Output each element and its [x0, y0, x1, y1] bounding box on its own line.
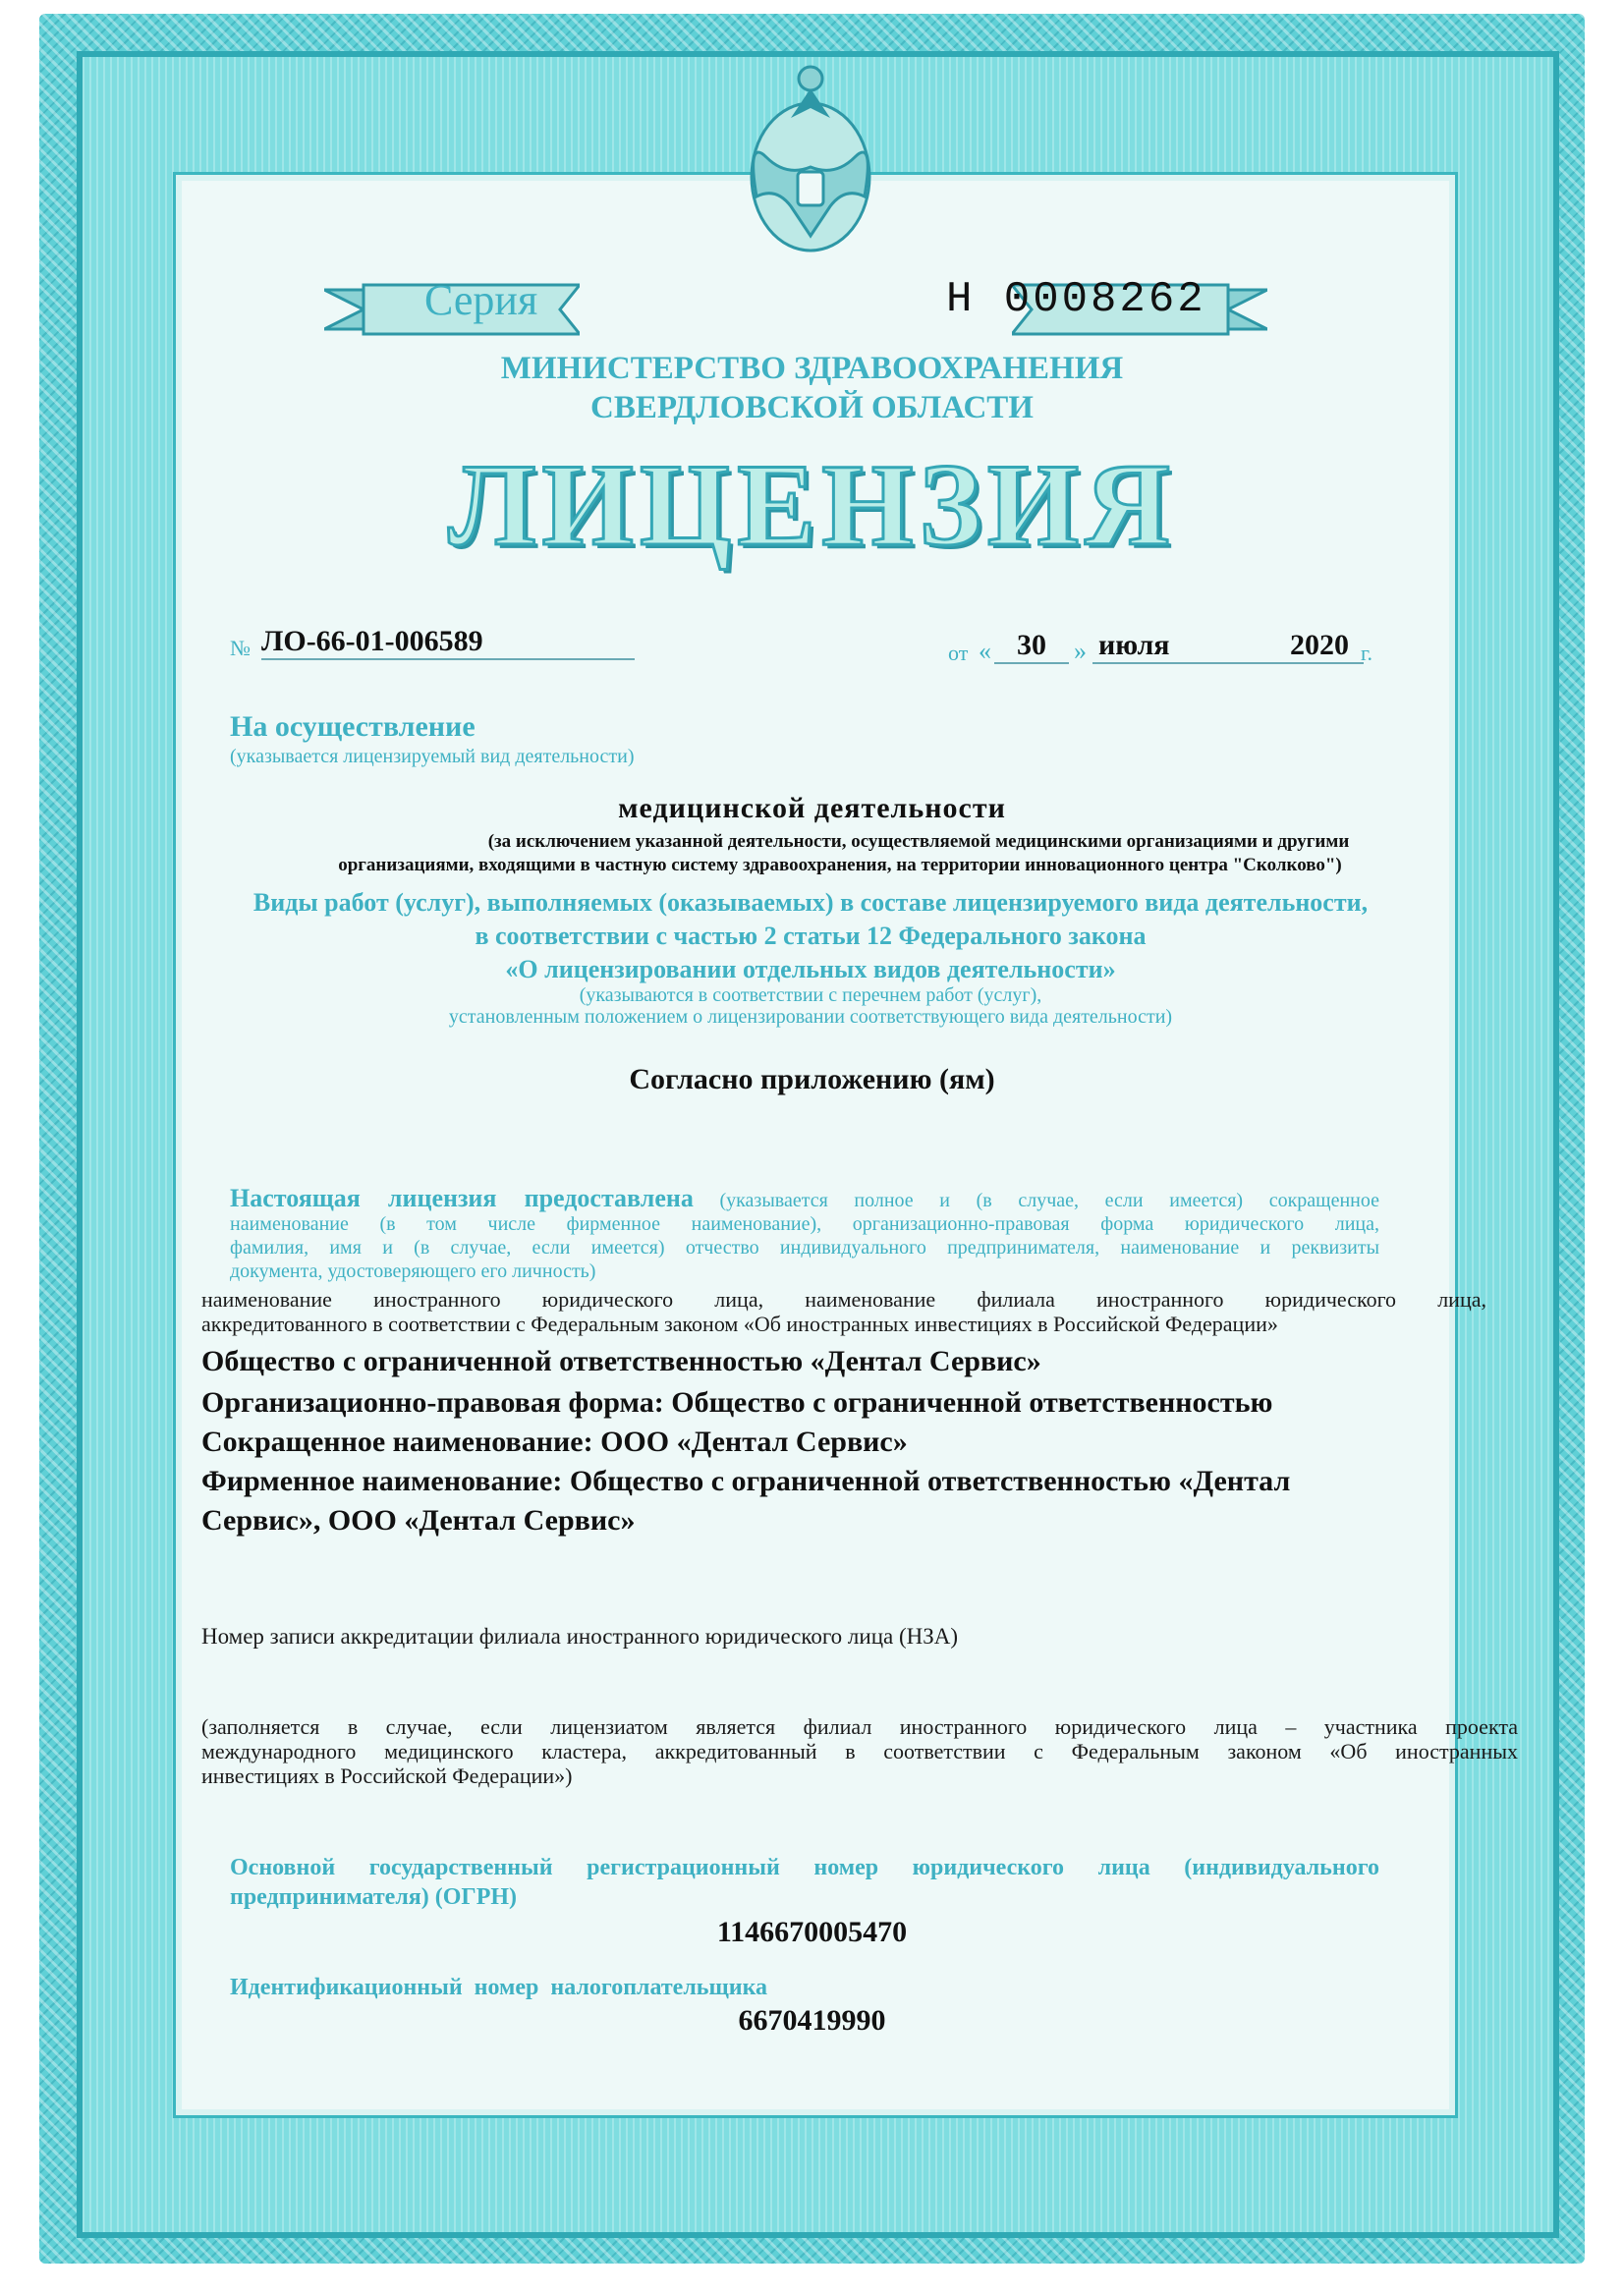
nza-note-line-1: (заполняется в случае, если лицензиатом является филиал иностранного юридического лица – участника проекта — [201, 1714, 1518, 1739]
nza-note-line-3: инвестициях в Российской Федерации») — [201, 1763, 573, 1788]
licensee-brand-name-line-1: Фирменное наименование: Общество с ограниченной ответственностью «Дентал — [201, 1465, 1291, 1497]
coat-of-arms-icon — [737, 49, 884, 275]
ogrn-value: 1146670005470 — [716, 1916, 908, 1948]
inn-label: Идентификационный номер налогоплательщика — [230, 1975, 768, 2000]
granted-block — [230, 1184, 1379, 1283]
number-prefix: № — [230, 636, 251, 660]
year-suffix: г. — [1361, 641, 1373, 665]
works-hint-1: (указываются в соответствии с перечнем работ (услуг), — [579, 984, 1042, 1006]
works-line-3: «О лицензировании отдельных видов деятельности» — [505, 955, 1116, 983]
nza-label: Номер записи аккредитации филиала иностранного юридического лица (НЗА) — [201, 1624, 959, 1649]
works-line-2: в соответствии с частью 2 статьи 12 Федерального закона — [475, 922, 1147, 950]
activity-name: медицинской деятельности — [618, 792, 1006, 824]
granted-hint-2: наименование (в том числе фирменное наименование), организационно-правовая форма юридического лица, — [230, 1213, 1379, 1235]
foreign-line-2: аккредитованного в соответствии с Федеральным законом «Об иностранных инвестициях в Российской Федерации» — [201, 1312, 1278, 1336]
inn-value: 6670419990 — [738, 2004, 886, 2037]
license-number: ЛО-66-01-006589 — [261, 625, 635, 660]
licensee-short-name: Сокращенное наименование: ООО «Дентал Сервис» — [201, 1426, 908, 1458]
granted-label: Настоящая лицензия предоставлена — [230, 1184, 694, 1212]
document-title: ЛИЦЕНЗИЯ — [448, 439, 1176, 570]
foreign-line-1: наименование иностранного юридического лица, наименование филиала иностранного юридического лица, — [201, 1287, 1486, 1312]
ministry-line-1: МИНИСТЕРСТВО ЗДРАВООХРАНЕНИЯ — [500, 351, 1124, 386]
date-from-label: от — [948, 641, 969, 665]
nza-note-line-2: международного медицинского кластера, аккредитованный в соответствии с Федеральным законом «Об иностранных — [201, 1739, 1518, 1763]
activity-label: На осуществление — [230, 710, 476, 743]
activity-label-hint: (указывается лицензируемый вид деятельности) — [230, 746, 635, 767]
licensee-full-name: Общество с ограниченной ответственностью «Дентал Сервис» — [201, 1345, 1041, 1377]
license-day: 30 — [994, 629, 1069, 664]
granted-hint-3: фамилия, имя и (в случае, если имеется) отчество индивидуального предпринимателя, наименование и реквизиты — [230, 1237, 1379, 1259]
works-hint-2: установленным положением о лицензировании соответствующего вида деятельности) — [448, 1006, 1173, 1028]
works-line-1: Виды работ (услуг), выполняемых (оказываемых) в составе лицензируемого вида деятельности, — [252, 888, 1369, 917]
license-month: июля — [1092, 629, 1364, 664]
series-number: Н 0008262 — [946, 275, 1206, 324]
granted-row — [230, 1184, 1379, 1212]
series-label: Серия — [424, 276, 538, 324]
ogrn-label-line-1: Основной государственный регистрационный номер юридического лица (индивидуального — [230, 1855, 1379, 1880]
granted-hint-1: (указывается полное и (в случае, если имеется) сокращенное — [719, 1190, 1379, 1211]
license-year: 2020 — [1290, 629, 1349, 661]
ogrn-label-line-2: предпринимателя) (ОГРН) — [230, 1884, 518, 1910]
licensee-brand-name-line-2: Сервис», ООО «Дентал Сервис» — [201, 1504, 636, 1537]
licensee-legal-form: Организационно-правовая форма: Общество с ограниченной ответственностью — [201, 1386, 1273, 1419]
works-value: Согласно приложению (ям) — [629, 1063, 995, 1095]
date-open-quote: « — [979, 637, 991, 665]
granted-hint-4: документа, удостоверяющего его личность) — [230, 1260, 596, 1282]
activity-exclusion-line-1: (за исключением указанной деятельности, осуществляемой медицинскими организациями и другими — [487, 831, 1350, 852]
date-close-quote: » — [1074, 637, 1087, 665]
activity-exclusion-line-2: организациями, входящими в частную систему здравоохранения, на территории инновационного центра "Сколково") — [338, 855, 1342, 875]
ministry-line-2: СВЕРДЛОВСКОЙ ОБЛАСТИ — [590, 390, 1034, 425]
